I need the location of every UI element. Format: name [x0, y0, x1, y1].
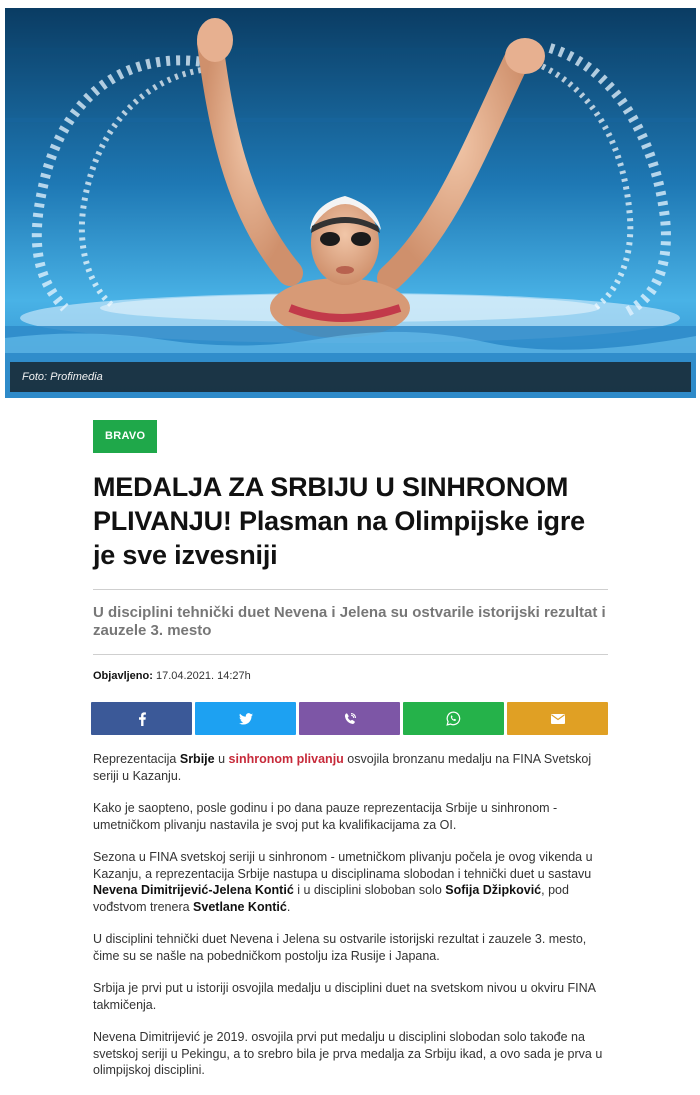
paragraph: U disciplini tehnički duet Nevena i Jelena su ostvarile istorijski rezultat i zauzele 3. mesto, čime su se našle na pobedničkom postolju iza Rusije i Japana. [93, 932, 587, 963]
published-info [93, 670, 608, 682]
paragraph: Sezona u FINA svetskoj seriji u sinhronom - umetničkom plivanju počela je ovog vikenda u Kazanju, a reprezentacija Srbije nastupa u disciplinama slobodan i tehnički duet u sastavu Nevena Dimitrijević-Jelena Kontić i u disciplini sloboban solo Sofija Džipković, pod vođstvom trenera Svetlane Kontić. [93, 850, 593, 914]
article-lead: U disciplini tehnički duet Nevena i Jelena su ostvarile istorijski rezultat i zauzele 3. mesto [93, 604, 606, 639]
divider [93, 654, 608, 655]
hero-illustration [5, 8, 696, 398]
share-facebook-button[interactable] [91, 702, 192, 735]
share-whatsapp-button[interactable] [403, 702, 504, 735]
article-title: MEDALJA ZA SRBIJU U SINHRONOM PLIVANJU! Plasman na Olimpijske igre je sve izvesniji [93, 472, 585, 570]
divider [93, 589, 608, 590]
viber-icon [343, 712, 357, 726]
paragraph: Reprezentacija Srbije u sinhronom plivanju osvojila bronzanu medalju na FINA Svetskoj seriji u Kazanju. [93, 752, 592, 783]
paragraph: Kako je saopteno, posle godinu i po dana pauze reprezentacija Srbije u sinhronom - umetničkom plivanju nastavila je svoj put ka kvalifikacijama za OI. [93, 801, 558, 832]
category-badge[interactable]: BRAVO [93, 420, 157, 453]
facebook-icon [137, 712, 147, 726]
share-email-button[interactable] [507, 702, 608, 735]
article-body [93, 751, 608, 1095]
whatsapp-icon [446, 711, 461, 726]
share-twitter-button[interactable] [195, 702, 296, 735]
photo-credit-bar [10, 362, 691, 392]
hero-image [5, 8, 696, 398]
email-icon [551, 714, 565, 724]
published-date: 17.04.2021. 14:27h [152, 670, 251, 682]
article [93, 420, 608, 1077]
photo-credit: Foto: Profimedia [22, 371, 103, 383]
tag-link[interactable]: sinhronom plivanju [228, 752, 344, 766]
published-label: Objavljeno: [93, 670, 153, 682]
share-viber-button[interactable] [299, 702, 400, 735]
paragraph: Srbija je prvi put u istoriji osvojila medalju u disciplini duet na svetskom nivou u okviru FINA takmičenja. [93, 981, 596, 1012]
twitter-icon [239, 713, 253, 725]
paragraph: Nevena Dimitrijević je 2019. osvojila prvi put medalju u disciplini slobodan solo takođe na svetskoj seriji u Pekingu, a to srebro bila je prva medalja za Srbiju ikad, a ovo sada je prva u olimpijskoj disciplini. [93, 1030, 603, 1077]
share-bar [91, 702, 608, 735]
